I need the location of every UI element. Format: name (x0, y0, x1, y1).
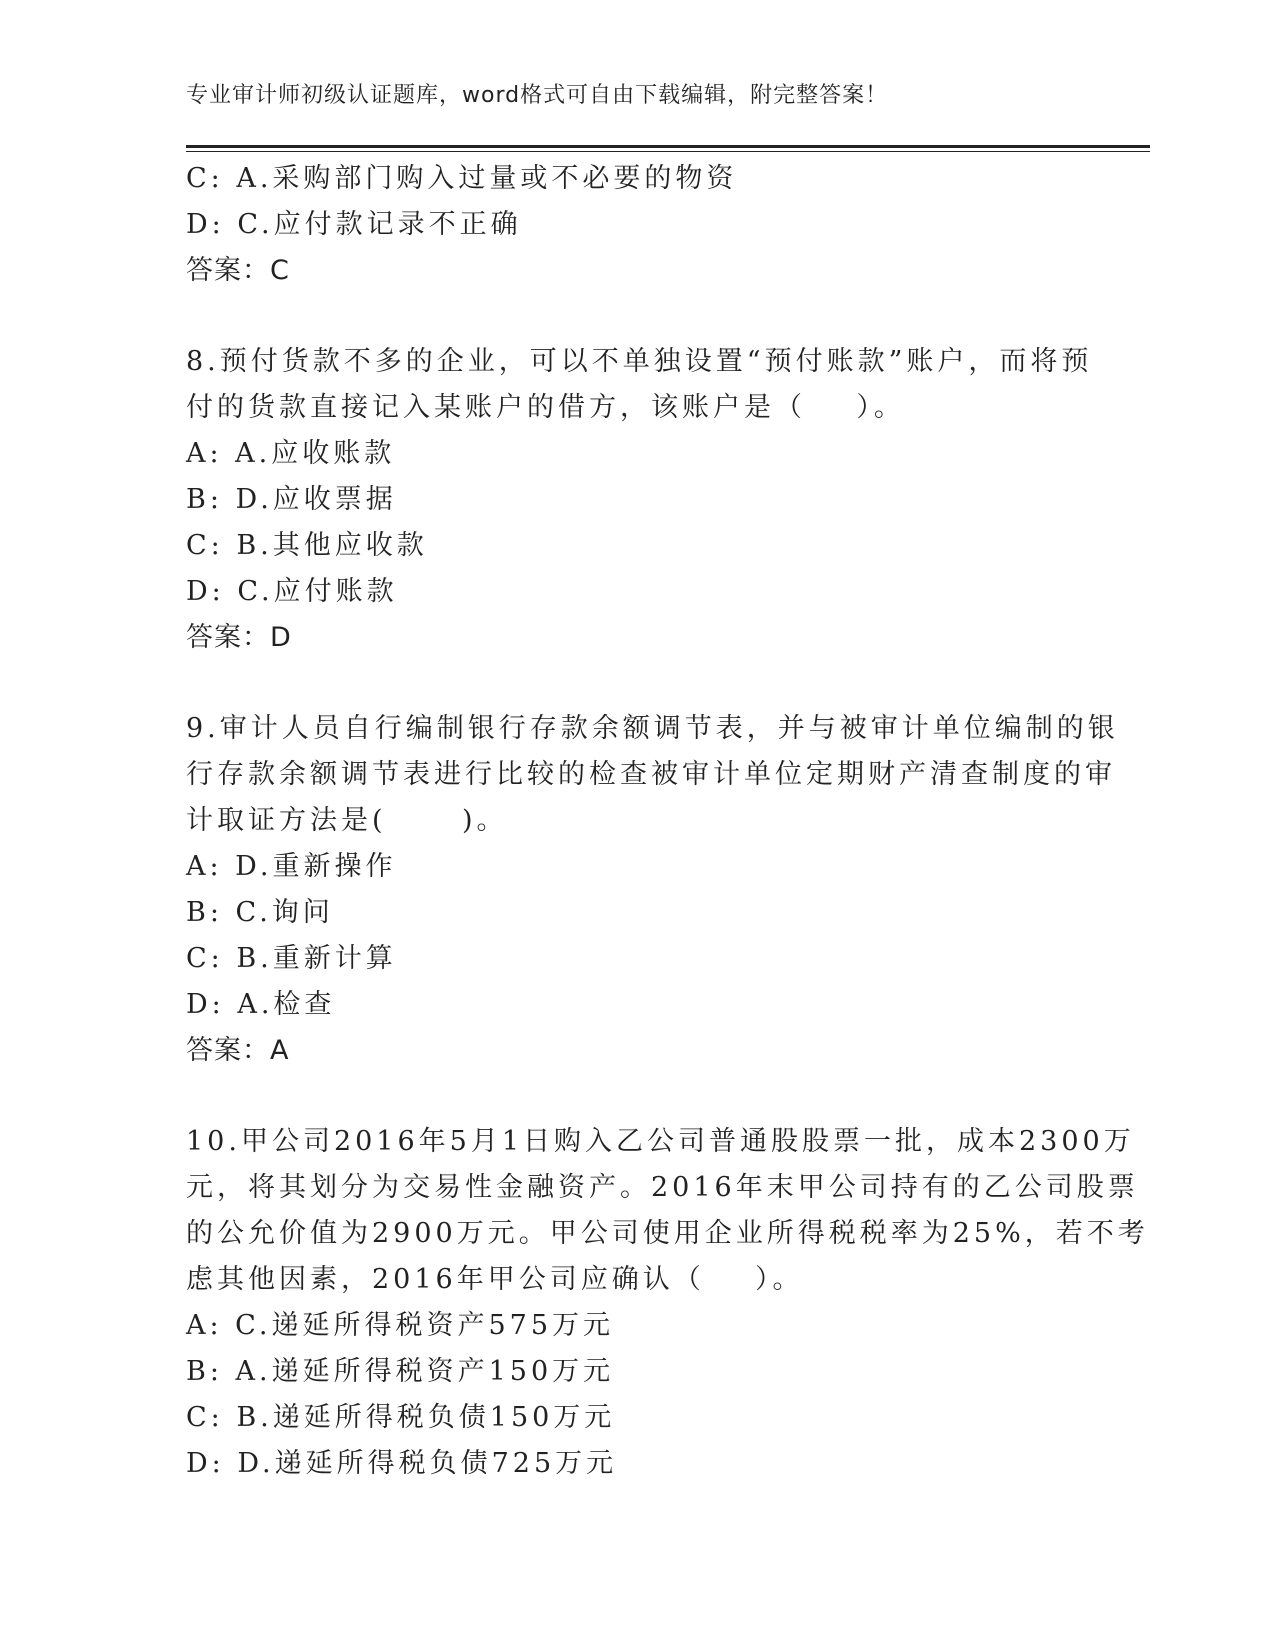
option-d: D: C.应付款记录不正确 (186, 209, 522, 240)
question-text-line: 的公允价值为2900万元。甲公司使用企业所得税税率为25%，若不考 (186, 1218, 1149, 1249)
answer-line: 答案：A (186, 1035, 290, 1066)
option-b: B: C.询问 (186, 897, 334, 928)
option-a: A: A.应收账款 (186, 438, 396, 469)
question-text (186, 706, 1119, 844)
question-text-line: 10.甲公司2016年5月1日购入乙公司普通股股票一批，成本2300万 (186, 1126, 1135, 1157)
option-c: C: A.采购部门购入过量或不必要的物资 (186, 163, 738, 194)
option-b: B: A.递延所得税资产150万元 (186, 1356, 615, 1387)
option-d: D: C.应付账款 (186, 576, 398, 607)
option-c: C: B.重新计算 (186, 943, 397, 974)
question-text-line: 8.预付货款不多的企业，可以不单独设置“预付账款”账户，而将预 (186, 346, 1093, 377)
option-d: D: D.递延所得税负债725万元 (186, 1448, 618, 1479)
answer-line: 答案：D (186, 622, 292, 653)
question-text (186, 339, 1093, 431)
option-c: C: B.递延所得税负债150万元 (186, 1402, 616, 1433)
header-divider-thick (186, 145, 1150, 148)
page-header: 专业审计师初级认证题库，word格式可自由下载编辑，附完整答案！ (186, 83, 889, 108)
header-divider-thin (186, 151, 1150, 152)
option-a: A: C.递延所得税资产575万元 (186, 1310, 614, 1341)
question-10 (186, 1119, 1149, 1487)
question-8 (186, 339, 1093, 661)
option-c: C: B.其他应收款 (186, 530, 428, 561)
prev-question-tail (186, 156, 1086, 294)
answer-line: 答案：C (186, 255, 290, 286)
question-9 (186, 706, 1119, 1074)
question-text-line: 计取证方法是( )。 (186, 805, 508, 836)
option-b: B: D.应收票据 (186, 484, 397, 515)
question-text-line: 行存款余额调节表进行比较的检查被审计单位定期财产清查制度的审 (186, 759, 1116, 790)
option-a: A: D.重新操作 (186, 851, 397, 882)
question-text (186, 1119, 1149, 1303)
option-d: D: A.检查 (186, 989, 336, 1020)
question-text-line: 元，将其划分为交易性金融资产。2016年末甲公司持有的乙公司股票 (186, 1172, 1139, 1203)
question-text-line: 付的货款直接记入某账户的借方，该账户是（ ）。 (186, 392, 905, 423)
question-text-line: 虑其他因素，2016年甲公司应确认（ ）。 (186, 1264, 804, 1295)
document-body (186, 156, 1149, 1487)
question-text-line: 9.审计人员自行编制银行存款余额调节表，并与被审计单位编制的银 (186, 713, 1119, 744)
